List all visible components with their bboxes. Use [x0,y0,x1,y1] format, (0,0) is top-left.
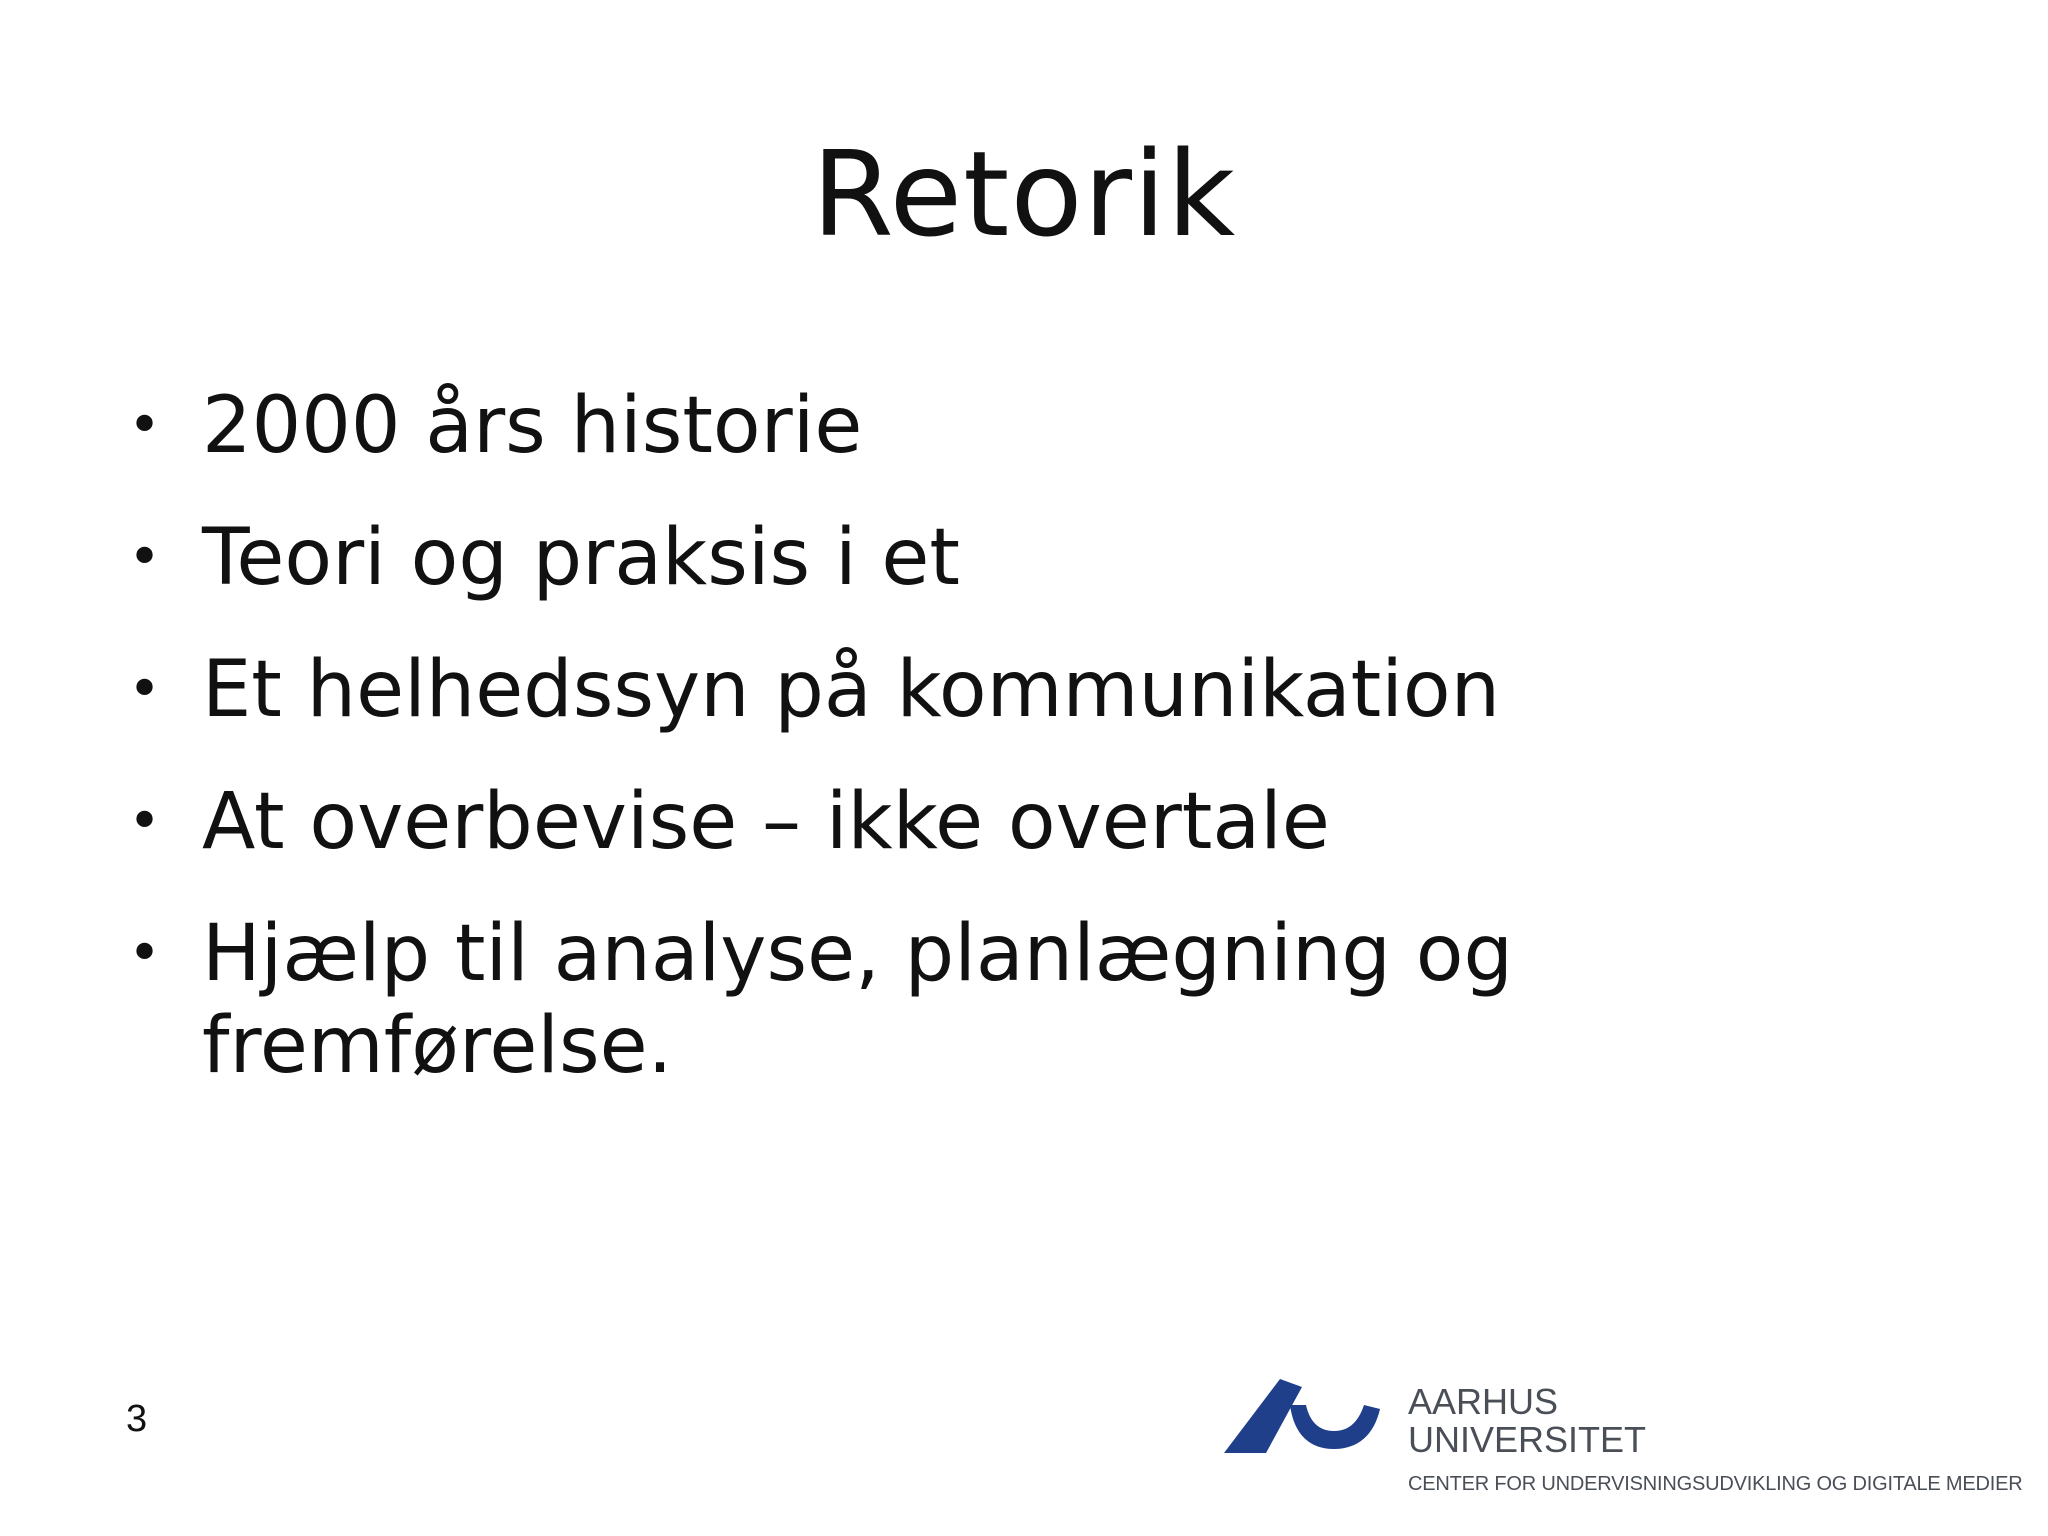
bullet-item [120,512,1680,604]
university-name-line1: AARHUS [1408,1381,1559,1422]
bullet-icon: • [128,393,162,458]
bullet-text: 2000 års historie [202,381,863,471]
bullet-item [120,908,1680,1092]
page-number: 3 [126,1398,148,1440]
university-name-line2: UNIVERSITET [1408,1419,1647,1460]
bullet-list [120,380,1680,1132]
bullet-text: Teori og praksis i et [202,513,960,603]
bullet-icon: • [128,789,162,854]
bullet-item [120,380,1680,472]
university-name [1408,1383,1646,1459]
bullet-text: Et helhedssyn på kommunikation [202,645,1501,735]
logo-slash-shape [1224,1379,1302,1453]
slide-title: Retorik [811,125,1237,263]
center-name: CENTER FOR UNDERVISNINGSUDVIKLING OG DIGITALE MEDIER [1408,1473,2023,1495]
bullet-icon: • [128,921,162,986]
bullet-icon: • [128,657,162,722]
bullet-text: At overbevise – ikke overtale [202,777,1330,867]
logo-arc-shape [1290,1405,1380,1449]
bullet-text: Hjælp til analyse, planlægning og fremførelse. [202,909,1513,1091]
bullet-icon: • [128,525,162,590]
bullet-item [120,644,1680,736]
bullet-item [120,776,1680,868]
aarhus-university-logo-icon [1218,1375,1383,1460]
